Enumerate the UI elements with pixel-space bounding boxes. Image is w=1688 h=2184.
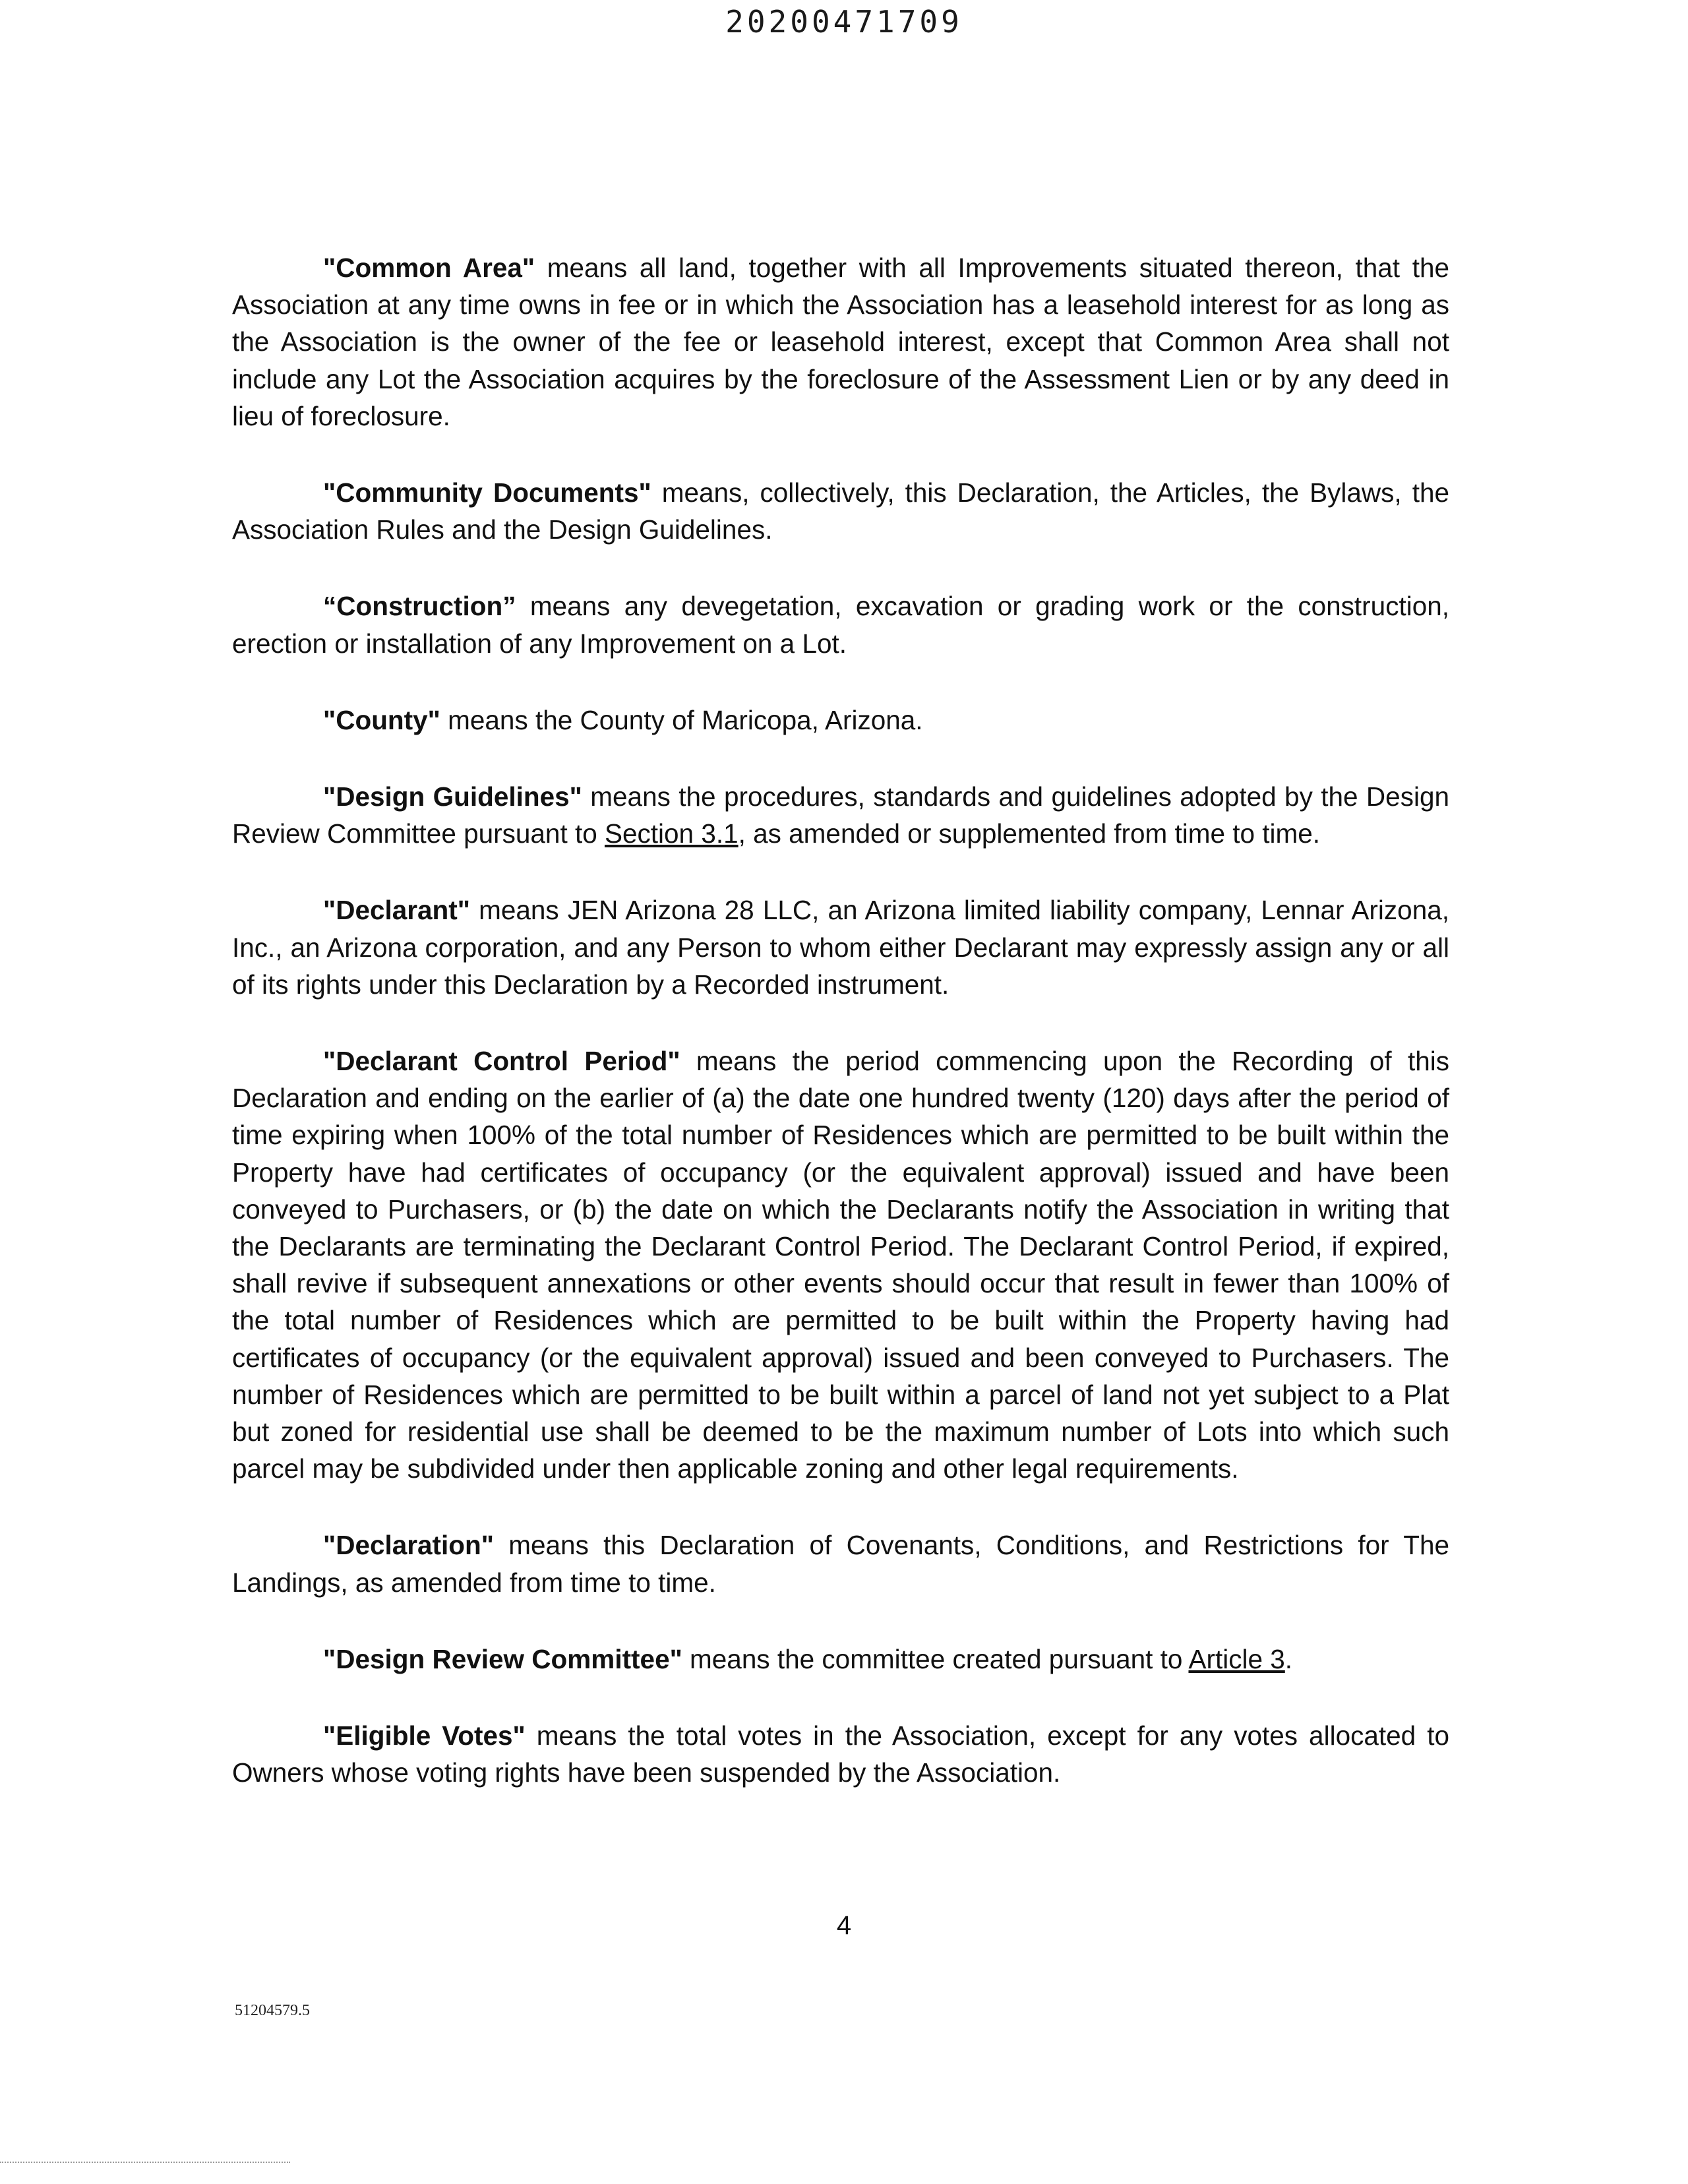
defined-term: "Community Documents" (323, 477, 651, 508)
defined-term: "Declarant Control Period" (323, 1046, 680, 1077)
definitions-body (232, 249, 1449, 1831)
definition-declaration (232, 1527, 1449, 1600)
record-number: 20200471709 (725, 4, 963, 40)
definition-text: means JEN Arizona 28 LLC, an Arizona limited liability company, Lennar Arizona, Inc., an Arizona corporation, and any Person to whom either Declarant may expressly assign any or all of its rights under this Declaration by a Recorded instrument. (232, 895, 1449, 1000)
definition-text-after: . (1284, 1643, 1293, 1674)
defined-term: "Declaration" (323, 1530, 494, 1561)
document-id: 51204579.5 (235, 2002, 310, 2019)
definition-text: means the procedures, standards and guidelines adopted by the Design Review Committee pursuant to (232, 781, 1449, 849)
defined-term: "Declarant" (323, 895, 470, 926)
defined-term: "County" (323, 704, 440, 735)
definition-common-area (232, 249, 1449, 435)
section-reference: Section 3.1 (604, 818, 738, 849)
definition-text: means the County of Maricopa, Arizona. (440, 704, 923, 735)
definition-text: means the total votes in the Association, except for any votes allocated to Owners whose voting rights have been suspended by the Association. (232, 1720, 1449, 1788)
defined-term: "Eligible Votes" (323, 1720, 526, 1751)
defined-term: "Design Review Committee" (323, 1643, 682, 1674)
definition-text: means all land, together with all Improvements situated thereon, that the Association at any time owns in fee or in which the Association has a leasehold interest for as long as the Association is the owner of the fee or leasehold interest, except that Common Area shall not include any Lot the Association acquires by the foreclosure of the Assessment Lien or by any deed in lieu of foreclosure. (232, 253, 1449, 431)
defined-term: “Construction” (323, 591, 516, 622)
definition-design-guidelines (232, 778, 1449, 852)
definition-county (232, 702, 1449, 739)
definition-design-review-committee (232, 1641, 1449, 1678)
definition-text: means the period commencing upon the Recording of this Declaration and ending on the earlier of (a) the date one hundred twenty (120) days after the period of time expiring when 100% of the total number of Residences which are permitted to be built within the Property have had certificates of occupancy (or the equivalent approval) issued and have been conveyed to Purchasers, or (b) the date on which the Declarants notify the Association in writing that the Declarants are terminating the Declarant Control Period. The Declarant Control Period, if expired, shall revive if subsequent annexations or other events should occur that result in fewer than 100% of the total number of Residences which are permitted to be built within the Property having had certificates of occupancy (or the equivalent approval) issued and been conveyed to Purchasers. The number of Residences which are permitted to be built within a parcel of land not yet subject to a Plat but zoned for residential use shall be deemed to be the maximum number of Lots into which such parcel may be subdivided under then applicable zoning and other legal requirements. (232, 1046, 1449, 1484)
definition-community-documents (232, 474, 1449, 548)
scan-edge-divider (0, 2162, 290, 2163)
defined-term: "Common Area" (323, 253, 535, 283)
definition-text: means this Declaration of Covenants, Conditions, and Restrictions for The Landings, as amended from time to time. (232, 1530, 1449, 1598)
definition-construction (232, 588, 1449, 661)
definition-text-after: , as amended or supplemented from time to time. (738, 818, 1321, 849)
article-reference: Article 3 (1188, 1643, 1285, 1674)
definition-text: means the committee created pursuant to (682, 1643, 1189, 1674)
definition-declarant (232, 892, 1449, 1003)
definition-declarant-control-period (232, 1043, 1449, 1487)
definition-text: means any devegetation, excavation or grading work or the construction, erection or installation of any Improvement on a Lot. (232, 591, 1449, 659)
page-number: 4 (836, 1911, 852, 1940)
definition-text: means, collectively, this Declaration, the Articles, the Bylaws, the Association Rules and the Design Guidelines. (232, 477, 1449, 545)
defined-term: "Design Guidelines" (323, 781, 582, 812)
definition-eligible-votes (232, 1717, 1449, 1791)
